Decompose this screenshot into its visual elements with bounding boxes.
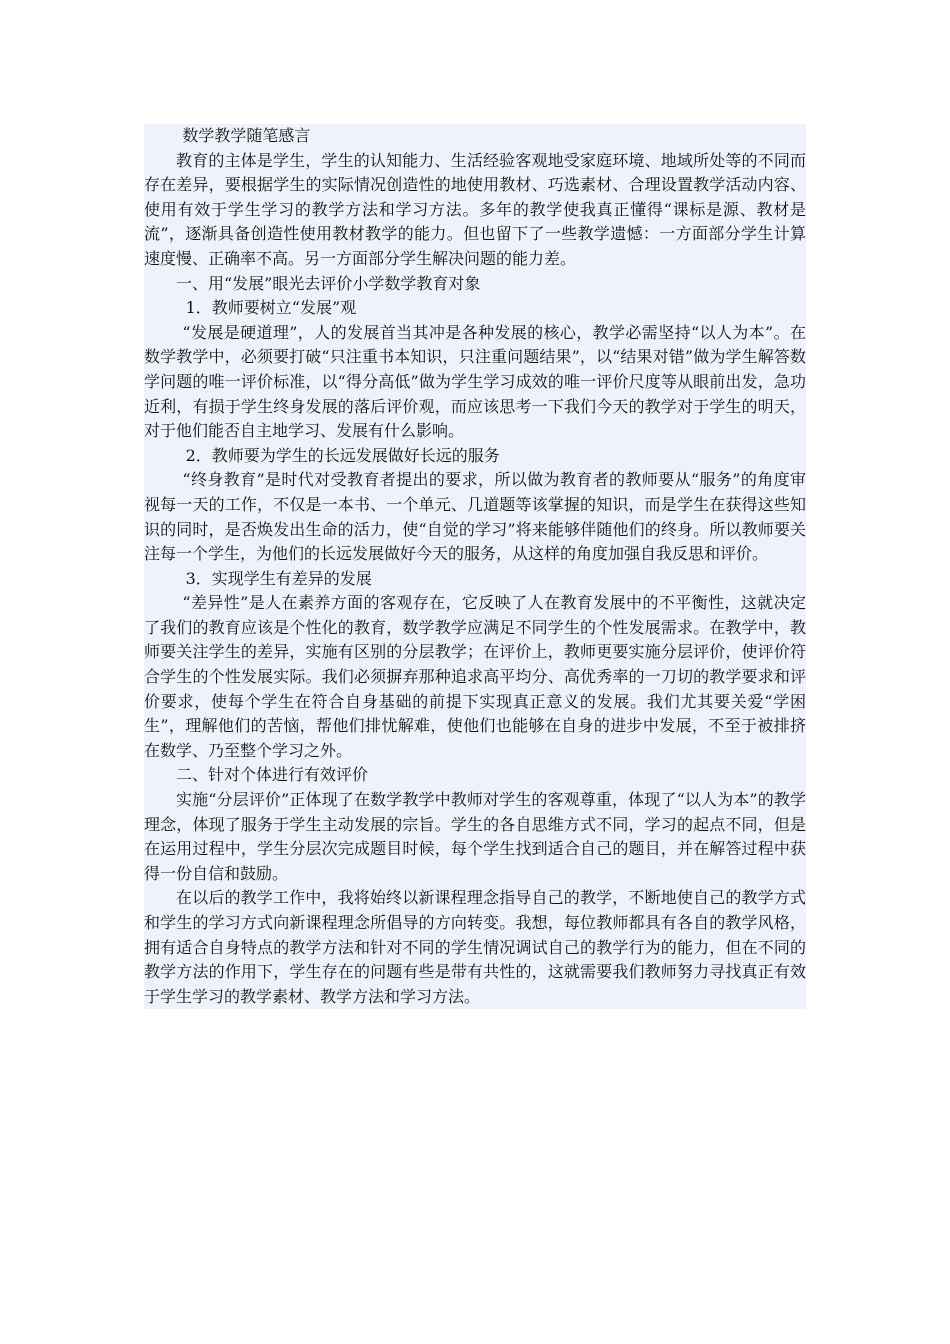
body-paragraph: “发展是硬道理”，人的发展首当其冲是各种发展的核心，教学必需坚持“以人为本”。在数学教学中，必须要打破“只注重书本知识，只注重问题结果”，以“结果对错”做为学生解答数学问题的唯一评价标准，以“得分高低”做为学生学习成效的唯一评价尺度等从眼前出发，急功近利，有损于学生终身发展的落后评价观，而应该思考一下我们今天的教学对于学生的明天，对于他们能否自主地学习、发展有什么影响。 (144, 322, 806, 441)
body-paragraph: 实施“分层评价”正体现了在数学教学中教师对学生的客观尊重，体现了“以人为本”的教学理念，体现了服务于学生主动发展的宗旨。学生的各自思维方式不同，学习的起点不同，但是在运用过程中，学生分层次完成题目时候，每个学生找到适合自己的题目，并在解答过程中获得一份自信和鼓励。 (144, 790, 806, 883)
closing-paragraph: 在以后的教学工作中，我将始终以新课程理念指导自己的教学，不断地使自己的教学方式和学生的学习方式向新课程理念所倡导的方向转变。我想，每位教师都具有各自的教学风格，拥有适合自身特点的教学方法和针对不同的学生情况调试自己的教学行为的能力，但在不同的教学方法的作用下，学生存在的问题有些是带有共性的，这就需要我们教师努力寻找真正有效于学生学习的教学素材、教学方法和学习方法。 (144, 888, 806, 1006)
subsection-heading-3: 3．实现学生有差异的发展 (185, 568, 372, 588)
section-heading-1: 一、用“发展”眼光去评价小学数学教育对象 (176, 273, 481, 293)
section-heading-2: 二、针对个体进行有效评价 (176, 765, 369, 785)
body-paragraph: “终身教育”是时代对受教育者提出的要求，所以做为教育者的教师要从“服务”的角度审视每一天的工作，不仅是一本书、一个单元、几道题等该掌握的知识，而是学生在获得这些知识的同时，是否焕发出生命的活力，使“自觉的学习”将来能够伴随他们的终身。所以教师要关注每一个学生，为他们的长远发展做好今天的服务，从这样的角度加强自我反思和评价。 (144, 470, 806, 564)
body-paragraph: “差异性”是人在素养方面的客观存在，它反映了人在教育发展中的不平衡性，这就决定了我们的教育应该是个性化的教育，数学教学应满足不同学生的个性发展需求。在教学中，教师要关注学生的差异，实施有区别的分层教学；在评价上，教师更要实施分层评价，使评价符合学生的个性发展实际。我们必须摒弃那种追求高平均分、高优秀率的一刀切的教学要求和评价要求，使每个学生在符合自身基础的前提下实现真正意义的发展。我们尤其要关爱“学困生”，理解他们的苦恼，帮他们排忧解难，使他们也能够在自身的进步中发展，不至于被排挤在数学、乃至整个学习之外。 (144, 593, 806, 760)
intro-paragraph: 教育的主体是学生，学生的认知能力、生活经验客观地受家庭环境、地域所处等的不同而存在差异，要根据学生的实际情况创造性的地使用教材、巧选素材、合理设置教学活动内容、使用有效于学生学习的教学方法和学习方法。多年的教学使我真正懂得“课标是源、教材是流”，逐渐具备创造性使用教材教学的能力。但也留下了一些教学遗憾：一方面部分学生计算速度慢、正确率不高。另一方面部分学生解决问题的能力差。 (144, 150, 806, 268)
subsection-heading-2: 2．教师要为学生的长远发展做好长远的服务 (185, 445, 500, 465)
subsection-heading-1: 1．教师要树立“发展”观 (185, 298, 357, 318)
article-body (144, 124, 806, 1009)
document-title: 数学教学随笔感言 (182, 126, 311, 145)
